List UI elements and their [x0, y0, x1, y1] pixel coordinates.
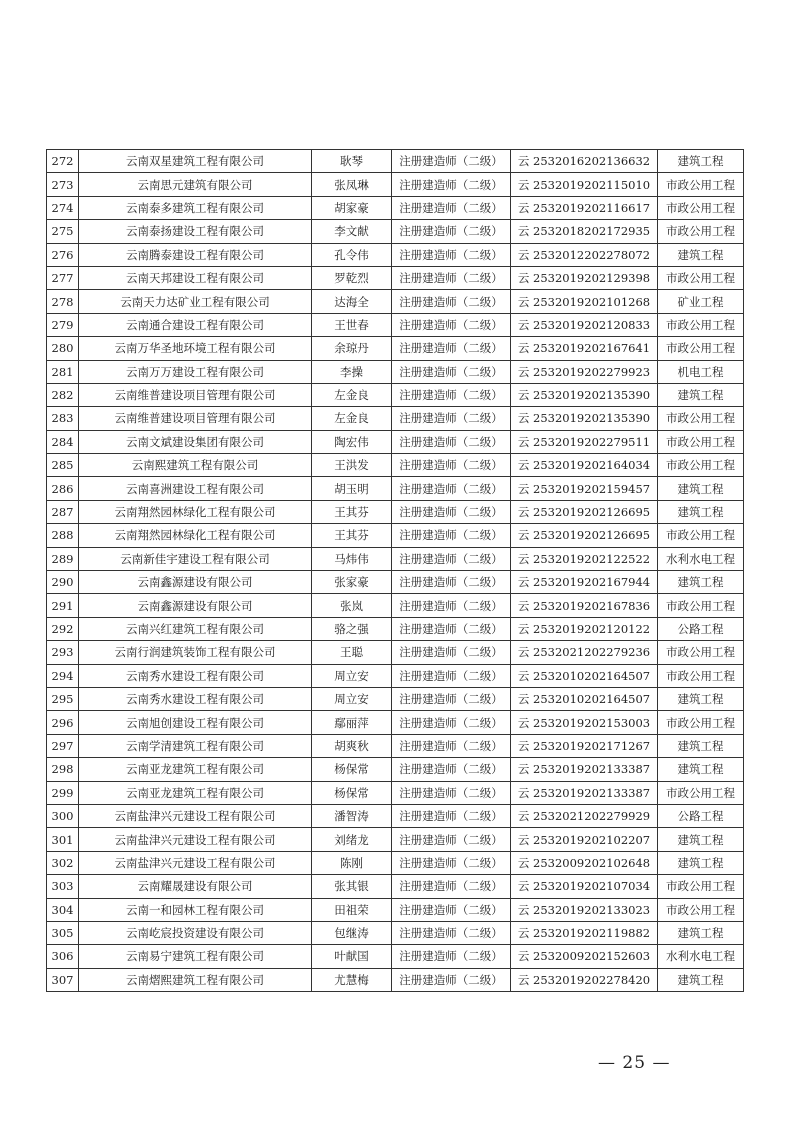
row-number: 300: [47, 804, 79, 827]
company-name: 云南万华圣地环境工程有限公司: [79, 337, 312, 360]
person-name: 王洪发: [312, 454, 392, 477]
company-name: 云南秀水建设工程有限公司: [79, 664, 312, 687]
row-number: 273: [47, 173, 79, 196]
specialty: 建筑工程: [658, 968, 744, 991]
table-row: [47, 758, 744, 781]
company-name: 云南思元建筑有限公司: [79, 173, 312, 196]
row-number: 294: [47, 664, 79, 687]
certificate-number: 云 2532019202159457: [511, 477, 658, 500]
table-row: [47, 500, 744, 523]
person-name: 李文献: [312, 220, 392, 243]
certificate-number: 云 2532019202279923: [511, 360, 658, 383]
row-number: 297: [47, 734, 79, 757]
row-number: 304: [47, 898, 79, 921]
specialty: 市政公用工程: [658, 524, 744, 547]
qualification: 注册建造师（二级）: [392, 196, 511, 219]
certificate-number: 云 2532010202164507: [511, 664, 658, 687]
company-name: 云南腾泰建设工程有限公司: [79, 243, 312, 266]
specialty: 水利水电工程: [658, 945, 744, 968]
qualification: 注册建造师（二级）: [392, 547, 511, 570]
row-number: 296: [47, 711, 79, 734]
company-name: 云南泰多建筑工程有限公司: [79, 196, 312, 219]
certificate-number: 云 2532019202171267: [511, 734, 658, 757]
company-name: 云南鑫源建设有限公司: [79, 571, 312, 594]
person-name: 胡家豪: [312, 196, 392, 219]
person-name: 王其芬: [312, 500, 392, 523]
specialty: 市政公用工程: [658, 313, 744, 336]
certificate-number: 云 2532019202116617: [511, 196, 658, 219]
row-number: 288: [47, 524, 79, 547]
qualification: 注册建造师（二级）: [392, 875, 511, 898]
company-name: 云南万万建设工程有限公司: [79, 360, 312, 383]
qualification: 注册建造师（二级）: [392, 313, 511, 336]
certificate-number: 云 2532019202107034: [511, 875, 658, 898]
qualification: 注册建造师（二级）: [392, 687, 511, 710]
company-name: 云南熙建筑工程有限公司: [79, 454, 312, 477]
certificate-number: 云 2532019202133023: [511, 898, 658, 921]
certificate-number: 云 2532018202172935: [511, 220, 658, 243]
person-name: 周立安: [312, 687, 392, 710]
specialty: 建筑工程: [658, 758, 744, 781]
company-name: 云南学清建筑工程有限公司: [79, 734, 312, 757]
specialty: 建筑工程: [658, 150, 744, 173]
certificate-number: 云 2532019202126695: [511, 524, 658, 547]
table-row: [47, 781, 744, 804]
page-number: — 25 —: [598, 1053, 671, 1073]
certificate-number: 云 2532019202119882: [511, 921, 658, 944]
company-name: 云南鑫源建设有限公司: [79, 594, 312, 617]
row-number: 274: [47, 196, 79, 219]
person-name: 罗乾烈: [312, 266, 392, 289]
company-name: 云南盐津兴元建设工程有限公司: [79, 828, 312, 851]
row-number: 305: [47, 921, 79, 944]
row-number: 289: [47, 547, 79, 570]
qualification: 注册建造师（二级）: [392, 220, 511, 243]
specialty: 建筑工程: [658, 500, 744, 523]
certificate-number: 云 2532019202122522: [511, 547, 658, 570]
company-name: 云南新佳宇建设工程有限公司: [79, 547, 312, 570]
company-name: 云南喜洲建设工程有限公司: [79, 477, 312, 500]
certificate-number: 云 2532016202136632: [511, 150, 658, 173]
specialty: 市政公用工程: [658, 898, 744, 921]
table-row: [47, 313, 744, 336]
person-name: 左金良: [312, 383, 392, 406]
specialty: 市政公用工程: [658, 337, 744, 360]
certificate-number: 云 2532019202133387: [511, 781, 658, 804]
company-name: 云南熠熙建筑工程有限公司: [79, 968, 312, 991]
row-number: 292: [47, 617, 79, 640]
row-number: 284: [47, 430, 79, 453]
specialty: 建筑工程: [658, 921, 744, 944]
qualification: 注册建造师（二级）: [392, 734, 511, 757]
company-name: 云南天力达矿业工程有限公司: [79, 290, 312, 313]
row-number: 285: [47, 454, 79, 477]
table-row: [47, 945, 744, 968]
certificate-number: 云 2532019202167836: [511, 594, 658, 617]
company-name: 云南泰扬建设工程有限公司: [79, 220, 312, 243]
person-name: 张岚: [312, 594, 392, 617]
certificate-number: 云 2532019202167641: [511, 337, 658, 360]
table-row: [47, 407, 744, 430]
qualification: 注册建造师（二级）: [392, 945, 511, 968]
person-name: 达海全: [312, 290, 392, 313]
company-name: 云南维普建设项目管理有限公司: [79, 407, 312, 430]
specialty: 建筑工程: [658, 571, 744, 594]
company-name: 云南盐津兴元建设工程有限公司: [79, 851, 312, 874]
row-number: 290: [47, 571, 79, 594]
specialty: 建筑工程: [658, 687, 744, 710]
certificate-number: 云 2532019202135390: [511, 383, 658, 406]
table-row: [47, 360, 744, 383]
specialty: 市政公用工程: [658, 875, 744, 898]
certificate-number: 云 2532012202278072: [511, 243, 658, 266]
row-number: 283: [47, 407, 79, 430]
specialty: 市政公用工程: [658, 220, 744, 243]
table-row: [47, 150, 744, 173]
table-row: [47, 524, 744, 547]
person-name: 叶献国: [312, 945, 392, 968]
certificate-number: 云 2532019202115010: [511, 173, 658, 196]
table-row: [47, 664, 744, 687]
qualification: 注册建造师（二级）: [392, 828, 511, 851]
table-row: [47, 641, 744, 664]
table-row: [47, 804, 744, 827]
certificate-number: 云 2532019202279511: [511, 430, 658, 453]
table-row: [47, 196, 744, 219]
qualification: 注册建造师（二级）: [392, 641, 511, 664]
row-number: 275: [47, 220, 79, 243]
registration-table: [46, 149, 744, 992]
table-row: [47, 477, 744, 500]
row-number: 277: [47, 266, 79, 289]
person-name: 刘绪龙: [312, 828, 392, 851]
company-name: 云南屹宸投资建设有限公司: [79, 921, 312, 944]
certificate-number: 云 2532019202135390: [511, 407, 658, 430]
certificate-number: 云 2532019202133387: [511, 758, 658, 781]
table-row: [47, 851, 744, 874]
certificate-number: 云 2532009202152603: [511, 945, 658, 968]
person-name: 骆之强: [312, 617, 392, 640]
table-row: [47, 687, 744, 710]
table-row: [47, 571, 744, 594]
person-name: 耿琴: [312, 150, 392, 173]
table-row: [47, 921, 744, 944]
certificate-number: 云 2532010202164507: [511, 687, 658, 710]
row-number: 301: [47, 828, 79, 851]
row-number: 276: [47, 243, 79, 266]
row-number: 307: [47, 968, 79, 991]
company-name: 云南文斌建设集团有限公司: [79, 430, 312, 453]
specialty: 市政公用工程: [658, 641, 744, 664]
company-name: 云南一和园林工程有限公司: [79, 898, 312, 921]
qualification: 注册建造师（二级）: [392, 360, 511, 383]
company-name: 云南亚龙建筑工程有限公司: [79, 758, 312, 781]
specialty: 市政公用工程: [658, 711, 744, 734]
table-row: [47, 547, 744, 570]
qualification: 注册建造师（二级）: [392, 664, 511, 687]
qualification: 注册建造师（二级）: [392, 454, 511, 477]
company-name: 云南维普建设项目管理有限公司: [79, 383, 312, 406]
qualification: 注册建造师（二级）: [392, 477, 511, 500]
table-row: [47, 337, 744, 360]
company-name: 云南行润建筑装饰工程有限公司: [79, 641, 312, 664]
qualification: 注册建造师（二级）: [392, 407, 511, 430]
specialty: 市政公用工程: [658, 454, 744, 477]
company-name: 云南亚龙建筑工程有限公司: [79, 781, 312, 804]
person-name: 胡爽秋: [312, 734, 392, 757]
person-name: 王世春: [312, 313, 392, 336]
specialty: 公路工程: [658, 804, 744, 827]
registration-table-body: [47, 150, 744, 992]
table-row: [47, 243, 744, 266]
table-row: [47, 454, 744, 477]
person-name: 胡玉明: [312, 477, 392, 500]
person-name: 孔令伟: [312, 243, 392, 266]
person-name: 陈刚: [312, 851, 392, 874]
company-name: 云南耀晟建设有限公司: [79, 875, 312, 898]
qualification: 注册建造师（二级）: [392, 383, 511, 406]
person-name: 李操: [312, 360, 392, 383]
qualification: 注册建造师（二级）: [392, 430, 511, 453]
qualification: 注册建造师（二级）: [392, 921, 511, 944]
table-row: [47, 898, 744, 921]
qualification: 注册建造师（二级）: [392, 968, 511, 991]
person-name: 潘智涛: [312, 804, 392, 827]
qualification: 注册建造师（二级）: [392, 500, 511, 523]
specialty: 市政公用工程: [658, 781, 744, 804]
specialty: 建筑工程: [658, 734, 744, 757]
person-name: 周立安: [312, 664, 392, 687]
company-name: 云南翔然园林绿化工程有限公司: [79, 500, 312, 523]
table-row: [47, 220, 744, 243]
certificate-number: 云 2532019202101268: [511, 290, 658, 313]
specialty: 建筑工程: [658, 851, 744, 874]
row-number: 298: [47, 758, 79, 781]
table-row: [47, 968, 744, 991]
specialty: 市政公用工程: [658, 664, 744, 687]
table-row: [47, 594, 744, 617]
company-name: 云南通合建设工程有限公司: [79, 313, 312, 336]
specialty: 公路工程: [658, 617, 744, 640]
company-name: 云南秀水建设工程有限公司: [79, 687, 312, 710]
person-name: 田祖荣: [312, 898, 392, 921]
qualification: 注册建造师（二级）: [392, 594, 511, 617]
qualification: 注册建造师（二级）: [392, 173, 511, 196]
row-number: 287: [47, 500, 79, 523]
qualification: 注册建造师（二级）: [392, 851, 511, 874]
table-row: [47, 711, 744, 734]
person-name: 鄢丽萍: [312, 711, 392, 734]
qualification: 注册建造师（二级）: [392, 150, 511, 173]
person-name: 杨保常: [312, 781, 392, 804]
certificate-number: 云 2532019202120122: [511, 617, 658, 640]
table-row: [47, 875, 744, 898]
person-name: 王聪: [312, 641, 392, 664]
row-number: 295: [47, 687, 79, 710]
table-row: [47, 290, 744, 313]
certificate-number: 云 2532019202164034: [511, 454, 658, 477]
certificate-number: 云 2532019202102207: [511, 828, 658, 851]
table-row: [47, 734, 744, 757]
specialty: 市政公用工程: [658, 266, 744, 289]
specialty: 建筑工程: [658, 243, 744, 266]
qualification: 注册建造师（二级）: [392, 617, 511, 640]
company-name: 云南双星建筑工程有限公司: [79, 150, 312, 173]
specialty: 市政公用工程: [658, 196, 744, 219]
qualification: 注册建造师（二级）: [392, 711, 511, 734]
person-name: 张其银: [312, 875, 392, 898]
person-name: 左金良: [312, 407, 392, 430]
specialty: 建筑工程: [658, 383, 744, 406]
qualification: 注册建造师（二级）: [392, 524, 511, 547]
qualification: 注册建造师（二级）: [392, 266, 511, 289]
row-number: 303: [47, 875, 79, 898]
certificate-number: 云 2532019202126695: [511, 500, 658, 523]
row-number: 291: [47, 594, 79, 617]
table-row: [47, 383, 744, 406]
specialty: 水利水电工程: [658, 547, 744, 570]
specialty: 建筑工程: [658, 828, 744, 851]
table-row: [47, 266, 744, 289]
row-number: 281: [47, 360, 79, 383]
specialty: 机电工程: [658, 360, 744, 383]
person-name: 马炜伟: [312, 547, 392, 570]
company-name: 云南易宁建筑工程有限公司: [79, 945, 312, 968]
company-name: 云南旭创建设工程有限公司: [79, 711, 312, 734]
row-number: 272: [47, 150, 79, 173]
table-row: [47, 617, 744, 640]
table-row: [47, 173, 744, 196]
certificate-number: 云 2532019202129398: [511, 266, 658, 289]
row-number: 282: [47, 383, 79, 406]
company-name: 云南兴红建筑工程有限公司: [79, 617, 312, 640]
person-name: 杨保常: [312, 758, 392, 781]
row-number: 279: [47, 313, 79, 336]
table-row: [47, 828, 744, 851]
row-number: 299: [47, 781, 79, 804]
row-number: 293: [47, 641, 79, 664]
person-name: 王其芬: [312, 524, 392, 547]
row-number: 280: [47, 337, 79, 360]
row-number: 278: [47, 290, 79, 313]
person-name: 张家豪: [312, 571, 392, 594]
specialty: 市政公用工程: [658, 430, 744, 453]
qualification: 注册建造师（二级）: [392, 571, 511, 594]
person-name: 余琼丹: [312, 337, 392, 360]
specialty: 矿业工程: [658, 290, 744, 313]
specialty: 市政公用工程: [658, 407, 744, 430]
specialty: 市政公用工程: [658, 594, 744, 617]
company-name: 云南翔然园林绿化工程有限公司: [79, 524, 312, 547]
certificate-number: 云 2532021202279929: [511, 804, 658, 827]
specialty: 市政公用工程: [658, 173, 744, 196]
certificate-number: 云 2532019202278420: [511, 968, 658, 991]
person-name: 张凤琳: [312, 173, 392, 196]
row-number: 286: [47, 477, 79, 500]
qualification: 注册建造师（二级）: [392, 804, 511, 827]
row-number: 302: [47, 851, 79, 874]
row-number: 306: [47, 945, 79, 968]
qualification: 注册建造师（二级）: [392, 758, 511, 781]
person-name: 尤慧梅: [312, 968, 392, 991]
specialty: 建筑工程: [658, 477, 744, 500]
person-name: 陶宏伟: [312, 430, 392, 453]
certificate-number: 云 2532021202279236: [511, 641, 658, 664]
company-name: 云南盐津兴元建设工程有限公司: [79, 804, 312, 827]
table-row: [47, 430, 744, 453]
company-name: 云南天邦建设工程有限公司: [79, 266, 312, 289]
qualification: 注册建造师（二级）: [392, 290, 511, 313]
qualification: 注册建造师（二级）: [392, 337, 511, 360]
qualification: 注册建造师（二级）: [392, 781, 511, 804]
person-name: 包继涛: [312, 921, 392, 944]
certificate-number: 云 2532019202167944: [511, 571, 658, 594]
qualification: 注册建造师（二级）: [392, 898, 511, 921]
certificate-number: 云 2532019202153003: [511, 711, 658, 734]
certificate-number: 云 2532009202102648: [511, 851, 658, 874]
qualification: 注册建造师（二级）: [392, 243, 511, 266]
certificate-number: 云 2532019202120833: [511, 313, 658, 336]
